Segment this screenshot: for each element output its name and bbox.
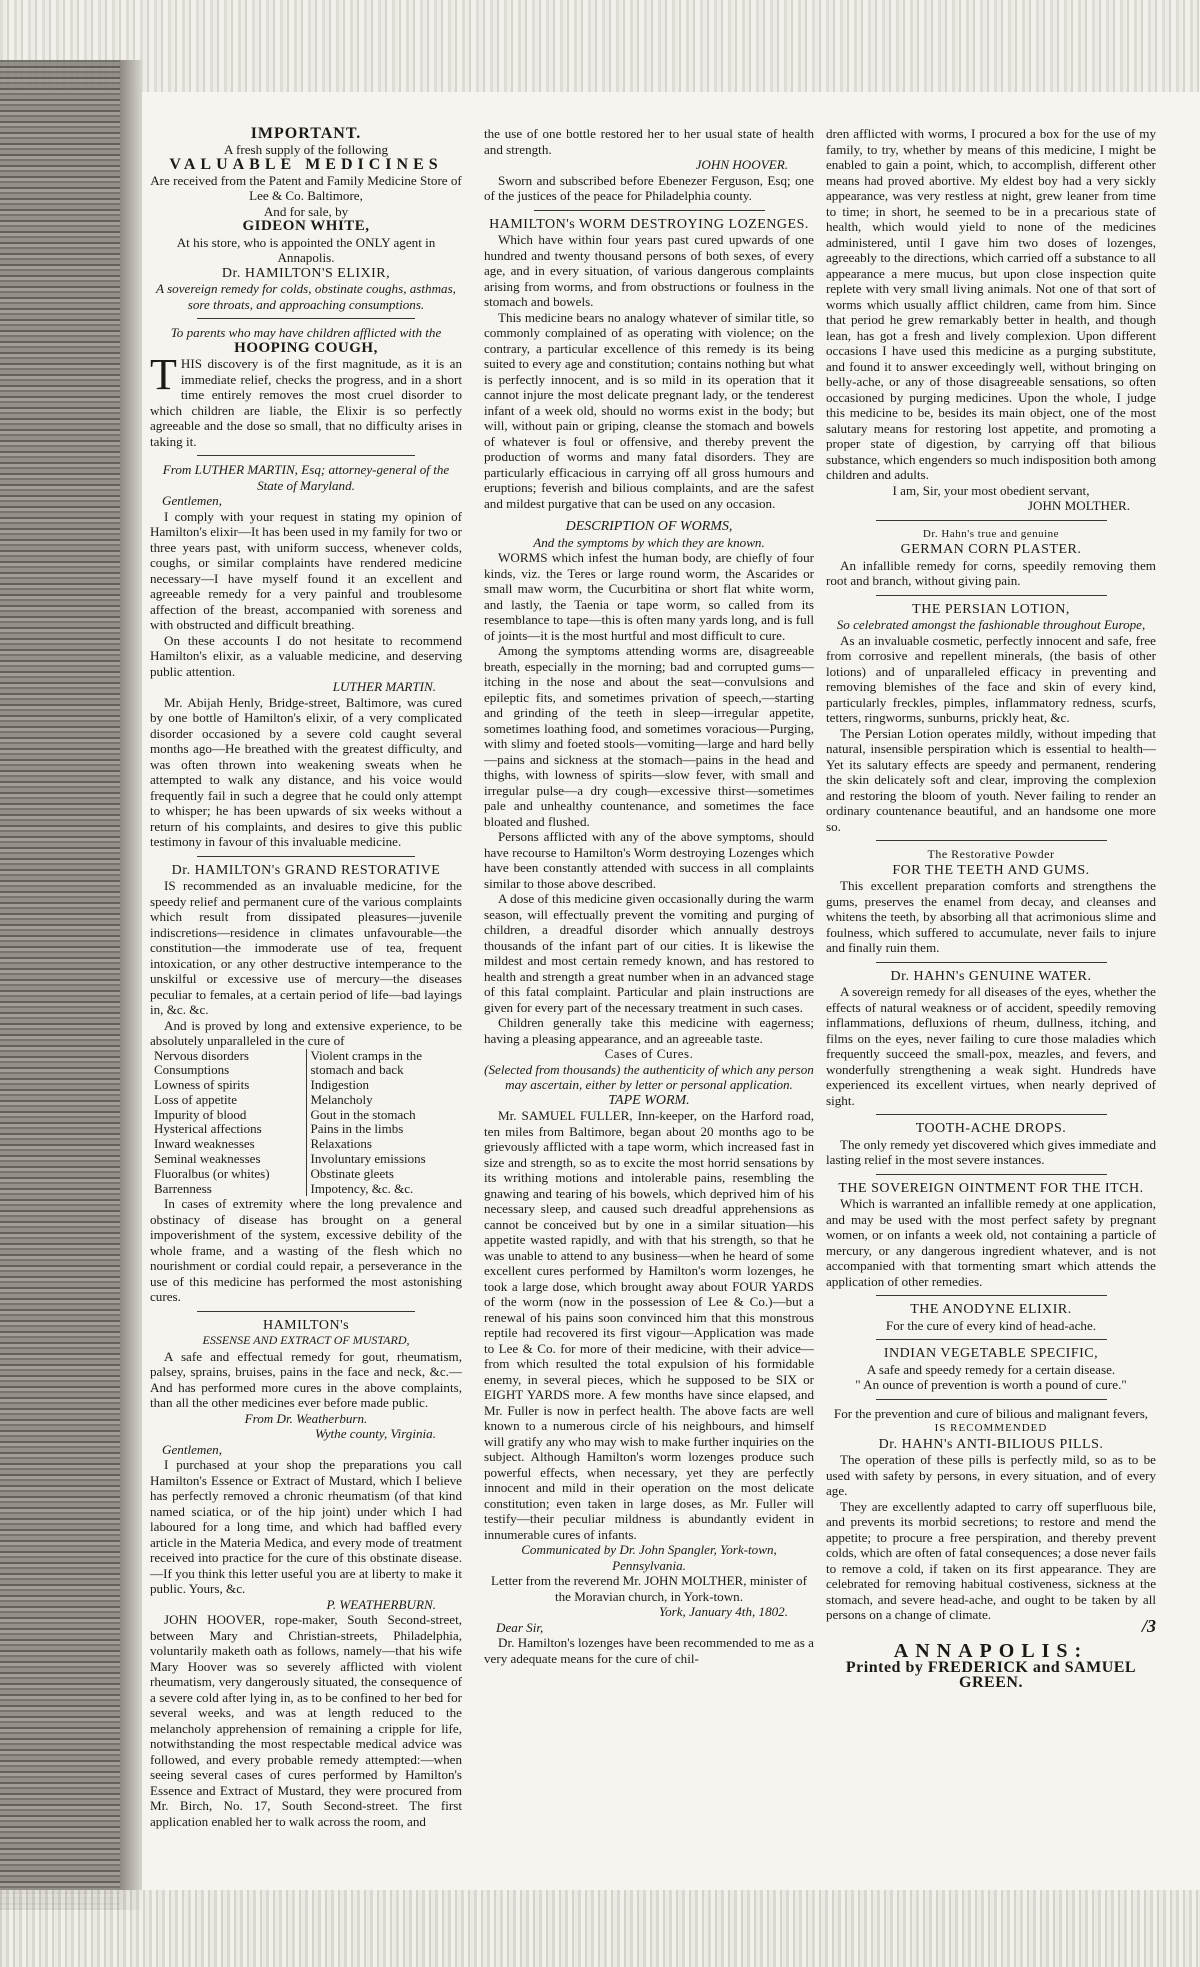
- seller-name: GIDEON WHITE,: [242, 218, 370, 234]
- sworn-text: Sworn and subscribed before Ebenezer Ferguson, Esq; one of the justices of the peace for Philadelphia county.: [484, 172, 814, 203]
- ailment-right: Melancholy: [310, 1091, 373, 1107]
- ailment-left: Inward weaknesses: [150, 1137, 306, 1152]
- martin-letter: I comply with your request in stating my opinion of Hamilton's elixir—It has been used in my family for two or three years past, with uniform success, whenever colds, coughs, or similar complaints have rendered medicine necessary—I have myself found it an excellent and agreeable remedy for a very painful and troublesome affection of the breast, accompanied with soreness and with obstructed and difficult breathing.: [150, 508, 462, 632]
- heading-hamilton-elixir: Dr. HAMILTON'S ELIXIR,: [221, 265, 391, 281]
- ailment-right: Involuntary emissions: [310, 1151, 426, 1167]
- divider: [534, 210, 765, 211]
- ointment-text: Which is warranted an infallible remedy at one application, and may be used with the most perfect safety by pregnant women, or on infants a week old, not containing a particle of mercury, or any dangerous ingredient whatever, and is not accompanied with that tormenting smart which attends the application of other remedies.: [826, 1196, 1156, 1289]
- divider: [197, 318, 415, 319]
- heading-tape-worm: TAPE WORM.: [608, 1092, 690, 1108]
- fresh-supply-line: A fresh supply of the following: [223, 141, 389, 157]
- ailment-right: Impotency, &c. &c.: [310, 1180, 414, 1196]
- hoover-signature: JOHN HOOVER.: [695, 157, 788, 172]
- worms-text: WORMS which infest the human body, are chiefly of four kinds, viz. the Teres or large round worm, the Ascarides or small maw worm, the Cucurbitina or short flat white worm, and lastly, the Taenia or tape worm, so called from its resemblance to tape—this is often many yards long, and is full of joints—it is the most hurtful and most difficult to cure.: [484, 550, 814, 643]
- indian-text: A safe and speedy remedy for a certain disease.: [866, 1361, 1116, 1377]
- ailment-row: [150, 1063, 462, 1078]
- salutation: Gentlemen,: [162, 1441, 222, 1457]
- heading-teeth-gums: FOR THE TEETH AND GUMS.: [892, 862, 1090, 878]
- indian-quote: " An ounce of prevention is worth a pound of cure.": [855, 1377, 1127, 1392]
- henly-testimony: Mr. Abijah Henly, Bridge-street, Baltimore, was cured by one bottle of Hamilton's elixir, of a very complicated disorder occasioned by a severe cold caught several months ago—He breathed with the greatest difficulty, and was often thrown into weakening sweats when he attempted to walk any distance, and his voice would frequently fail in such a degree that he could only attempt to whisper; he has been upwards of six weeks without a return of his complaints, and desires to give this public testimony in favour of this invaluable medicine.: [150, 694, 462, 849]
- anodyne-text: For the cure of every kind of head-ache.: [885, 1317, 1097, 1333]
- wythe-line: Wythe county, Virginia.: [315, 1426, 436, 1442]
- mustard-subtitle: ESSENSE AND EXTRACT OF MUSTARD,: [202, 1333, 410, 1348]
- worm-text-1: Which have within four years past cured upwards of one hundred and twenty thousand persons of both sexes, of every age, and in every situation, of various dangerous complaints arising from worms, and from obstructions or foulness in the stomach and bowels.: [484, 232, 814, 309]
- ailment-row: [150, 1108, 462, 1123]
- cases-subtitle: (Selected from thousands) the authenticity of which any person may ascertain, either by letter or personal application.: [484, 1061, 814, 1092]
- divider: [876, 962, 1107, 963]
- corn-text: An infallible remedy for corns, speedily removing them root and branch, without giving pain.: [826, 557, 1156, 588]
- discovery-text: HIS discovery is of the first magnitude, as it is an immediate relief, checks the progress, and in a short time entirely removes the most cruel disorder to which children are liable, the Elixir is so perfectly agreeable and the dose so small, that no difficulty arises in taking it.: [150, 356, 462, 449]
- divider: [876, 520, 1107, 521]
- molther-signature: JOHN MOLTHER.: [1027, 498, 1130, 513]
- ailment-left: Consumptions: [150, 1063, 306, 1078]
- divider: [876, 595, 1107, 596]
- description-subtitle: And the symptoms by which they are known.: [533, 534, 765, 550]
- ailment-right: Relaxations: [310, 1136, 372, 1152]
- ailment-left: Hysterical affections: [150, 1122, 306, 1137]
- heading-indian-specific: INDIAN VEGETABLE SPECIFIC,: [883, 1346, 1099, 1361]
- heading-mustard: HAMILTON's: [262, 1317, 350, 1333]
- heading-corn-plaster: GERMAN CORN PLASTER.: [900, 542, 1082, 557]
- ailment-row: [150, 1093, 462, 1108]
- scan-top-edge: [0, 0, 1200, 92]
- heading-sovereign-ointment: THE SOVEREIGN OINTMENT FOR THE ITCH.: [838, 1180, 1144, 1196]
- salutation: Dear Sir,: [496, 1619, 544, 1635]
- heading-important: IMPORTANT.: [250, 125, 362, 142]
- york-date: York, January 4th, 1802.: [659, 1604, 788, 1619]
- extremity-text: In cases of extremity where the long prevalence and obstinacy of disease has brought on a general impoverishment of the system, excessive debility of the whole frame, and a wasting of the flesh which no nourishment or cordial could repair, a perseverance in the use of this medicine has performed the most astonishing cures.: [150, 1196, 462, 1305]
- ailment-left: Lowness of spirits: [150, 1078, 306, 1093]
- ailment-row: [150, 1122, 462, 1137]
- worm-text-2: This medicine bears no analogy whatever of similar title, so commonly complained of as operating with violence; on the contrary, a particular excellence of this remedy is its being suited to every age and constitution; contains nothing but what is perfectly innocent, and is so mild in its operation that it cannot injure the most delicate pregnant lady, or the tenderest infant of a week old, should no worms exist in the body; but will, without pain or griping, cleanse the stomach and bowels of whatever is foul or offensive, and thereby prevent the production of worms and many fatal disorders. They are particularly efficacious in carrying off all gross humours and eruptions; feverish and bilious complaints, and are the safest and mildest purgative that can be used on any occasion.: [484, 309, 814, 511]
- divider: [876, 1295, 1107, 1296]
- dose-text: A dose of this medicine given occasionally during the warm season, will effectually prevent the vomiting and purging of children, a dreadful disorder which annually destroys thousands of the infant part of our cities. It is likewise the mildest and most certain remedy known, and has restored to health and strength a great number when in an advanced stage of this fatal complaint. Particular and plain instructions are given for every part of the necessary treatment in such cases.: [484, 891, 814, 1015]
- ailment-row: [150, 1049, 462, 1064]
- persian-subtitle: So celebrated amongst the fashionable throughout Europe,: [836, 617, 1146, 632]
- molther-letter-continued: dren afflicted with worms, I procured a box for the use of my family, to try, whether by means of this medicine, I might be enabled to gain a point, which, to accomplish, different other means had proved abortive. My eldest boy had a very sickly appearance, was very restless at night, grew leaner from time to time; in short, he seemed to be in a precarious state of health, which would yield to none of the medicines administered, until I gave him two doses of lozenges, agreeably to the directions, which carried off a substance to all appearance a mere mucus, but upon close inspection quite replete with very small living animals. Not one of that sort of worms which usually afflict children, came from him. Since that period he grew remarkably better in health, and though lean, has got a fresh and lively complexion. Upon different occasions I have used this medicine as a purging substitute, and found it to answer exceedingly well, without bringing on belly-ache, or any of those disagreeable sensations, so often occasioned by purging medicines. Upon the whole, I judge this medicine to be, besides its main object, one of the most salutary means for restoring lost appetite, and promoting a proper state of digestion, by carrying off that bilious substance, which engenders so much indisposition both among children and adults.: [826, 126, 1156, 482]
- tooth-text: This excellent preparation comforts and strengthens the gums, preserves the enamel from decay, and cleanses and whitens the teeth, by absorbing all that acrimonious slime and foulness, which suffered to accumulate, never fails to injure and finally ruin them.: [826, 878, 1156, 955]
- ailment-row: [150, 1167, 462, 1182]
- mustard-text: A safe and effectual remedy for gout, rheumatism, palsey, sprains, bruises, pains in the face and neck, &c.—And has performed more cures in the above complaints, than all the other medicines ever before made public.: [150, 1348, 462, 1411]
- communicated-line: Communicated by Dr. John Spangler, York-town, Pennsylvania.: [521, 1542, 777, 1573]
- heading-worm-lozenges: HAMILTON's WORM DESTROYING LOZENGES.: [489, 216, 809, 232]
- ailment-row: [150, 1078, 462, 1093]
- spacer: [484, 511, 814, 519]
- scan-left-edge: [0, 60, 138, 1910]
- toothache-text: The only remedy yet discovered which gives immediate and lasting relief in the most severe instances.: [826, 1136, 1156, 1167]
- agent-line: At his store, who is appointed the ONLY agent in Annapolis.: [176, 234, 436, 265]
- ailment-row: [150, 1182, 462, 1197]
- ailment-left: Fluoralbus (or whites): [150, 1167, 306, 1182]
- from-weatherburn: From Dr. Weatherburn.: [244, 1410, 368, 1426]
- recommended-line: IS RECOMMENDED: [934, 1422, 1048, 1434]
- heading-valuable-medicines: VALUABLE MEDICINES: [169, 156, 443, 173]
- heading-persian-lotion: THE PERSIAN LOTION,: [912, 601, 1070, 617]
- martin-signature: LUTHER MARTIN.: [332, 679, 436, 694]
- received-line: Are received from the Patent and Family Medicine Store of Lee & Co. Baltimore,: [150, 172, 462, 203]
- hahn-corn-label: Dr. Hahn's true and genuine: [922, 527, 1060, 540]
- heading-anti-bilious-pills: Dr. HAHN's ANTI-BILIOUS PILLS.: [878, 1436, 1104, 1452]
- from-martin: From LUTHER MARTIN, Esq; attorney-general of the State of Maryland.: [162, 462, 450, 493]
- column-right: [826, 126, 1156, 1691]
- imprint-city: ANNAPOLIS:: [893, 1640, 1089, 1662]
- divider: [876, 1339, 1107, 1340]
- ailment-left: Barrenness: [150, 1182, 306, 1197]
- page-mark: /3: [1141, 1615, 1156, 1636]
- ailment-left: Nervous disorders: [150, 1049, 306, 1064]
- scan-left-shadow: [120, 60, 142, 1910]
- heading-genuine-water: Dr. HAHN's GENUINE WATER.: [890, 968, 1092, 984]
- tooth-powder-label: The Restorative Powder: [927, 847, 1055, 861]
- printer-line: Printed by FREDERICK and SAMUEL GREEN.: [845, 1658, 1137, 1691]
- ailment-left: Loss of appetite: [150, 1093, 306, 1108]
- molther-letter-start: Dr. Hamilton's lozenges have been recommended to me as a very adequate means for the cure of chil-: [484, 1635, 814, 1666]
- weatherburn-signature: P. WEATHERBURN.: [326, 1596, 436, 1612]
- ailment-row: [150, 1152, 462, 1167]
- martin-letter-2: On these accounts I do not hesitate to recommend Hamilton's elixir, as a valuable medicine, and deserving public attention.: [150, 632, 462, 679]
- children-text: Children generally take this medicine with eagerness; having a pleasing appearance, and an agreeable taste.: [484, 1015, 814, 1046]
- fuller-case: Mr. SAMUEL FULLER, Inn-keeper, on the Harford road, ten miles from Baltimore, began about 20 months ago to be grievously afflicted with a tape worm, which increased fast in size and strength, so as to excite the most horrid sensations by its writhing motions and intolerable pains, resembling the gnawing and tearing of his bowels, which deprived him of his necessary sleep, and caused such dreadful apprehensions as cannot be conceived but by one in a similar situation—his appetite wasted rapidly, and with that his strength, so that he was unable to attend to any business—when he heard of some excellent cures performed by Hamilton's worm lozenges, he took a large dose, which brought away about FOUR YARDS of the worm (now in the possession of Lee & Co.)—but a renewal of his pains soon convinced him that this monstrous reptile had recovered its first vigour—Application was made to Lee & Co. for more of their medicine, with their advice—from which resulted the total expulsion of his formidable enemy, in several pieces, which he supposed to be SIX or EIGHT YARDS more. A few months have since elapsed, and Mr. Fuller is now in perfect health. The above facts are well known to a numerous circle of his neighbours, and himself will gratify any who may wish to make further inquiries on the subject. Although Hamilton's worm lozenges produce such powerful effects, when necessary, yet they are perfectly innocent and mild in their operation on the most delicate constitution; even taken in large doses, as Mr. Fuller will testify—their peculiar mildness is abundantly evident in innumerable cures of infants.: [484, 1108, 814, 1542]
- servant-line: I am, Sir, your most obedient servant,: [892, 482, 1090, 498]
- bilious-intro: For the prevention and cure of bilious and malignant fevers,: [833, 1405, 1149, 1421]
- divider: [197, 455, 415, 456]
- pills-text-2: They are excellently adapted to carry off superfluous bile, and prevents its morbid secretions; to restore and mend the appetite; to procure a free perspiration, and thereby prevent colds, which are often of fatal consequences; a dose never fails to remove a cold, if taken on its first appearance. They are celebrated for removing habitual costiveness, sickness at the stomach, and severe head-ache, and ought to be taken by all persons on a change of climate.: [826, 1498, 1156, 1622]
- persons-text: Persons afflicted with any of the above symptoms, should have recourse to Hamilton's Worm destroying Lozenges which have been constantly attended with success in all complaints similar to those above described.: [484, 829, 814, 891]
- molther-intro: Letter from the reverend Mr. JOHN MOLTHER, minister of the Moravian church, in York-town.: [491, 1573, 807, 1604]
- divider: [876, 1399, 1107, 1400]
- ailments-table: [150, 1049, 462, 1197]
- column-left: [150, 126, 462, 1829]
- divider: [876, 1114, 1107, 1115]
- ailment-right: stomach and back: [310, 1062, 404, 1078]
- scan-bottom-edge: [0, 1890, 1200, 1967]
- salutation: Gentlemen,: [162, 493, 222, 508]
- persian-text-1: As an invaluable cosmetic, perfectly innocent and safe, free from corrosive and repellent minerals, (the basis of other lotions) and of unparalleled efficacy in preventing and removing blemishes of the face and skin of every kind, particularly freckles, pimples, inflammatory redness, scurfs, tetters, ringworms, sunburns, prickly heat, &c.: [826, 632, 1156, 725]
- persian-text-2: The Persian Lotion operates mildly, without impeding that natural, insensible perspiration which is essential to health—Yet its salutary effects are speedy and permanent, rendering the skin delicately soft and clear, improving the complexion and restoring the bloom of youth. Never failing to render an ordinary countenance beautiful, and an handsome one more so.: [826, 725, 1156, 834]
- ailment-left: Seminal weaknesses: [150, 1152, 306, 1167]
- hoover-oath: JOHN HOOVER, rope-maker, South Second-street, between Mary and Christian-streets, Philadelphia, voluntarily maketh oath as follows, namely—that his wife Mary Hoover was so severely afflicted with violent rheumatism, very dangerously situated, the consequence of a severe cold after lying in, as to be confined to her bed for several weeks, and was at length reduced to the melancholy apprehension of remaining a cripple for life, notwithstanding the most respectable medical advice was followed, and every probable remedy attempted:—when seeing several cases of cures performed by Hamilton's Essence and Extract of Mustard, they were procured from Mr. Birch, No. 17, South Second-street. The first application enabled her to walk across the room, and: [150, 1612, 462, 1829]
- pills-text-1: The operation of these pills is perfectly mild, so as to be used with safety by persons, in every situation, and of every age.: [826, 1452, 1156, 1498]
- heading-hooping-cough: HOOPING COUGH,: [234, 339, 378, 356]
- divider: [197, 856, 415, 857]
- ailment-right: Obstinate gleets: [310, 1165, 394, 1181]
- for-sale-line: And for sale, by: [263, 203, 349, 219]
- column-middle: [484, 126, 814, 1666]
- heading-toothache-drops: TOOTH-ACHE DROPS.: [915, 1121, 1067, 1136]
- ailment-right: Violent cramps in the: [310, 1047, 422, 1063]
- ailment-left: Impurity of blood: [150, 1108, 306, 1123]
- ailment-row: [150, 1137, 462, 1152]
- parents-line: To parents who may have children afflicted with the: [170, 325, 442, 340]
- elixir-subtitle: A sovereign remedy for colds, obstinate coughs, asthmas, sore throats, and approaching consumptions.: [156, 281, 456, 312]
- hoover-continuation: the use of one bottle restored her to her usual state of health and strength.: [484, 126, 814, 157]
- symptoms-text: Among the symptoms attending worms are, disagreeable breath, especially in the morning; bad and corrupted gums—itching in the nose and about the seat—convulsions and epileptic fits, and sometimes privation of speech,—starting and grinding of the teeth in sleep—irregular appetite, sometimes loathing food, and sometimes voracious—Purging, with slimy and foeted stools—vomiting—large and hard belly—pains and sickness at the stomach—pains in the head and thighs, with lowness of spirits—slow fever, with small and irregular pulse—a dry cough—excessive thirst—sometimes pale and unhealthy countenance, and sometimes the face bloated and flushed.: [484, 643, 814, 829]
- divider: [876, 1174, 1107, 1175]
- heading-cases-of-cures: Cases of Cures.: [604, 1046, 694, 1061]
- ailment-right: Gout in the stomach: [310, 1106, 416, 1122]
- heading-anodyne-elixir: THE ANODYNE ELIXIR.: [910, 1302, 1072, 1317]
- heading-grand-restorative: Dr. HAMILTON's GRAND RESTORATIVE: [171, 862, 441, 878]
- heading-description-worms: DESCRIPTION OF WORMS,: [565, 519, 733, 534]
- divider: [876, 840, 1107, 841]
- drop-cap: T: [150, 350, 177, 399]
- ailment-right: Indigestion: [310, 1077, 369, 1093]
- restorative-text: IS recommended as an invaluable medicine, for the speedy relief and permanent cure of the various complaints which result from dissipated pleasures—juvenile indiscretions—residence in climates unfavourable—the constitution—the immoderate use of tea, frequent intoxication, or any other destructive intemperance to the unskilful or excessive use of mercury—the diseases peculiar to females, at a certain period of life—bad layings in, &c. &c.: [150, 878, 462, 1017]
- proved-text: And is proved by long and extensive experience, to be absolutely unparalleled in the cure of: [150, 1017, 462, 1048]
- water-text: A sovereign remedy for all diseases of the eyes, whether the effects of natural weakness or of accident, speedily removing inflammations, defluxions of rheum, dullness, itching, and films on the eyes, never failing to cure those maladies which frequently succeed the small-pox, meazles, and fevers, and wonderfully strengthening a weak sight. Hundreds have experienced its excellent virtues, when nearly deprived of sight.: [826, 984, 1156, 1108]
- discovery-paragraph: [150, 350, 462, 449]
- divider: [197, 1311, 415, 1312]
- ailment-right: Pains in the limbs: [310, 1121, 404, 1137]
- weatherburn-letter: I purchased at your shop the preparations you call Hamilton's Essence or Extract of Mustard, which I believe has perfectly removed a chronic rheumatism (of that kind named sciatica, or of the hip joint) under which I had laboured for a long time, and which had baffled every article in the Materia Medica, and every mode of treatment received into practice for the cure of this obstinate disease.—If you think this letter useful you are at liberty to make it public. Yours, &c.: [150, 1457, 462, 1597]
